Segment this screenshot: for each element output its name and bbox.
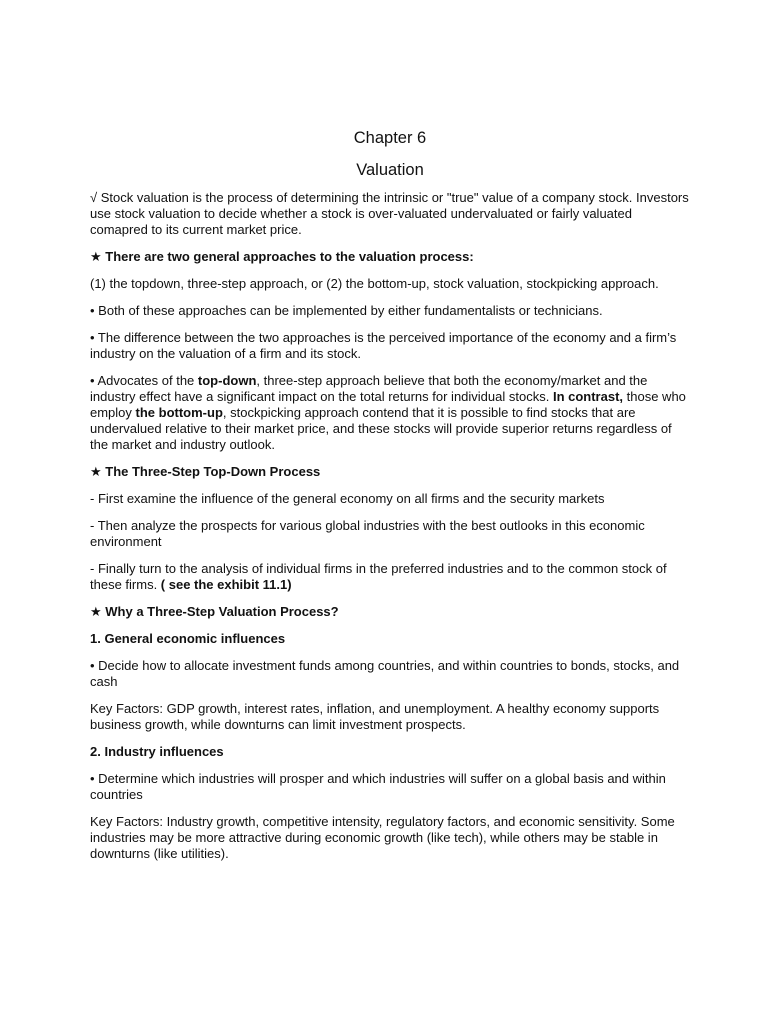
industry-bullet: • Determine which industries will prosper and which industries will suffer on a global basis and within countries <box>90 771 666 802</box>
industry-key-factors: Key Factors: Industry growth, competitive intensity, regulatory factors, and economic sensitivity. Some industries may be more attractive during economic growth (like tech), while others may be stable in downturns (like utilities). <box>90 814 675 861</box>
step-3-exhibit-ref: ( see the exhibit 11.1) <box>160 577 292 592</box>
advocates-paragraph <box>90 373 690 453</box>
advocates-bold-in-contrast: In contrast, <box>552 389 624 404</box>
advocates-text-3: those who employ <box>90 389 686 420</box>
intro-paragraph: √ Stock valuation is the process of determining the intrinsic or "true" value of a company stock. Investors use stock valuation to decide whether a stock is over-valuated undervaluated or fairly valuated comapred to its current market price. <box>90 190 689 237</box>
advocates-text-4: , stockpicking approach contend that it is possible to find stocks that are undervalued relative to their market price, and these stocks will provide superior returns regardless of the market and industry outlook. <box>90 405 672 452</box>
step-2: - Then analyze the prospects for various global industries with the best outlooks in this economic environment <box>90 518 645 549</box>
industry-influences-heading: 2. Industry influences <box>90 744 224 759</box>
three-step-heading: ★ The Three-Step Top-Down Process <box>90 464 321 479</box>
document-page <box>90 127 690 873</box>
economic-influences-heading: 1. General economic influences <box>90 631 286 646</box>
approaches-paragraph: (1) the topdown, three-step approach, or (2) the bottom-up, stock valuation, stockpicking approach. <box>90 276 659 291</box>
why-heading: ★ Why a Three-Step Valuation Process? <box>90 604 339 619</box>
chapter-label: Chapter 6 <box>353 129 427 147</box>
bullet-difference: • The difference between the two approaches is the perceived importance of the economy and a firm’s industry on the valuation of a firm and its stock. <box>90 330 677 361</box>
bullet-both-approaches: • Both of these approaches can be implemented by either fundamentalists or technicians. <box>90 303 603 318</box>
economic-bullet: • Decide how to allocate investment funds among countries, and within countries to bonds, stocks, and cash <box>90 658 680 689</box>
economic-key-factors: Key Factors: GDP growth, interest rates, inflation, and unemployment. A healthy economy supports business growth, while downturns can limit investment prospects. <box>90 701 660 732</box>
step-1: - First examine the influence of the general economy on all firms and the security markets <box>90 491 605 506</box>
page-title: Valuation <box>356 161 424 179</box>
step-3-text: - Finally turn to the analysis of individual firms in the preferred industries and to the common stock of these firms. <box>90 561 667 592</box>
advocates-text-1: • Advocates of the <box>90 373 198 388</box>
advocates-bold-top-down: top-down <box>197 373 257 388</box>
advocates-bold-bottom-up: the bottom-up <box>135 405 223 420</box>
advocates-text-2: , three-step approach believe that both the economy/market and the industry effect have a significant impact on the total returns for individual stocks. <box>90 373 648 404</box>
step-3 <box>90 561 690 593</box>
approaches-heading: ★ There are two general approaches to the valuation process: <box>90 249 474 264</box>
